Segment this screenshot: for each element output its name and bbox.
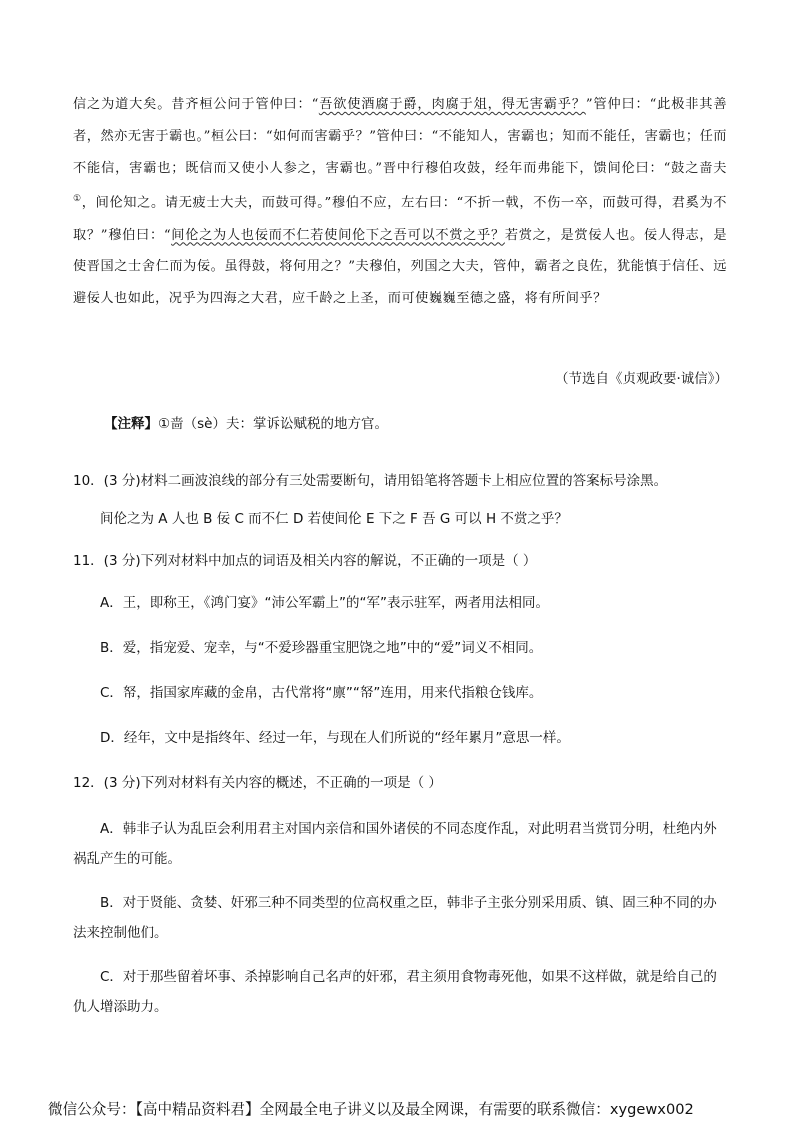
annotation-tag: 【注释】 xyxy=(104,416,158,432)
passage-segment-4: 若赏之，是赏佞人也。佞人得志，是使晋国之士舍仁而为佞。虽得鼓，将何用之？”夫穆伯，列国之大夫，管仲，霸者之良佐，犹能慎于信任、远避佞人也如此，况乎为四海之大君，应千龄之上圣，而可使巍巍至德之盛，将有所间乎？ xyxy=(73,227,728,307)
question-11-stem: 11．(3 分)下列对材料中加点的词语及相关内容的解说，不正确的一项是（ ） xyxy=(73,553,537,569)
question-11-option-d: D．经年，文中是指终年、经过一年，与现在人们所说的“经年累月”意思一样。 xyxy=(100,730,570,746)
question-12-option-a: A．韩非子认为乱臣会利用君主对国内亲信和国外诸侯的不同态度作乱，对此明君当赏罚分明，杜绝内外祸乱产生的可能。 xyxy=(73,821,717,867)
passage-segment-1: 信之为道大矣。昔齐桓公问于管仲曰：“ xyxy=(73,97,319,112)
question-12-stem: 12．(3 分)下列对材料有关内容的概述，不正确的一项是（ ） xyxy=(73,775,442,791)
passage-segment-3: ，间伦知之。请无疲士大夫，而鼓可得。”穆伯不应，左右曰：“不折一戟，不伤一卒，而鼓可得，君奚为不取？”穆伯曰：“ xyxy=(73,195,727,243)
wavy-underline-1: 吾欲使酒腐于爵，肉腐于俎，得无害霸乎？ xyxy=(318,97,586,112)
question-10-stem: 10．(3 分)材料二画波浪线的部分有三处需要断句，请用铅笔将答题卡上相应位置的答案标号涂黑。 xyxy=(73,473,668,489)
question-11-option-b: B．爱，指宠爱、宠幸，与“不爱珍器重宝肥饶之地”中的“爱”词义不相同。 xyxy=(100,640,543,656)
passage-source: （节选自《贞观政要·诚信》） xyxy=(554,371,728,387)
wavy-underline-2: 间伦之为人也佞而不仁若使间伦下之吾可以不赏之乎？ xyxy=(171,227,505,243)
note-marker: ① xyxy=(73,194,82,205)
question-12-option-c: C．对于那些留着坏事、杀掉影响自己名声的奸邪，君主须用食物毒死他，如果不这样做，就是给自己的仇人增添助力。 xyxy=(73,969,717,1015)
passage-segment-2: ”管仲曰：“此极非其善者，然亦无害于霸也。”桓公曰：“如何而害霸乎？”管仲曰：“不能知人，害霸也；知而不能任，害霸也；任而不能信，害霸也；既信而又使小人参之，害霸也。”晋中行穆伯攻鼓，经年而弗能下，馈间伦曰：“鼓之啬夫 xyxy=(73,97,728,176)
question-11-option-a: A．王，即称王，《鸿门宴》“沛公军霸上”的“军”表示驻军，两者用法相同。 xyxy=(100,595,549,611)
question-11-option-c: C．帑，指国家库藏的金帛，古代常将“廪”“帑”连用，用来代指粮仓钱库。 xyxy=(100,685,543,701)
question-12-option-b: B．对于贤能、贪婪、奸邪三种不同类型的位高权重之臣，韩非子主张分别采用质、镇、固三种不同的办法来控制他们。 xyxy=(73,895,717,941)
passage-text xyxy=(73,89,727,315)
question-10-line: 间伦之为 A 人也 B 佞 C 而不仁 D 若使间伦 E 下之 F 吾 G 可以 H 不赏之乎？ xyxy=(100,511,568,527)
annotation-text: ①啬（sè）夫：掌诉讼赋税的地方官。 xyxy=(158,416,388,432)
passage-paragraph xyxy=(73,89,727,315)
annotation xyxy=(104,412,388,432)
footer-banner: 微信公众号：【高中精品资料君】全网最全电子讲义以及最全网课，有需要的联系微信：xygewx002 xyxy=(48,1101,694,1118)
